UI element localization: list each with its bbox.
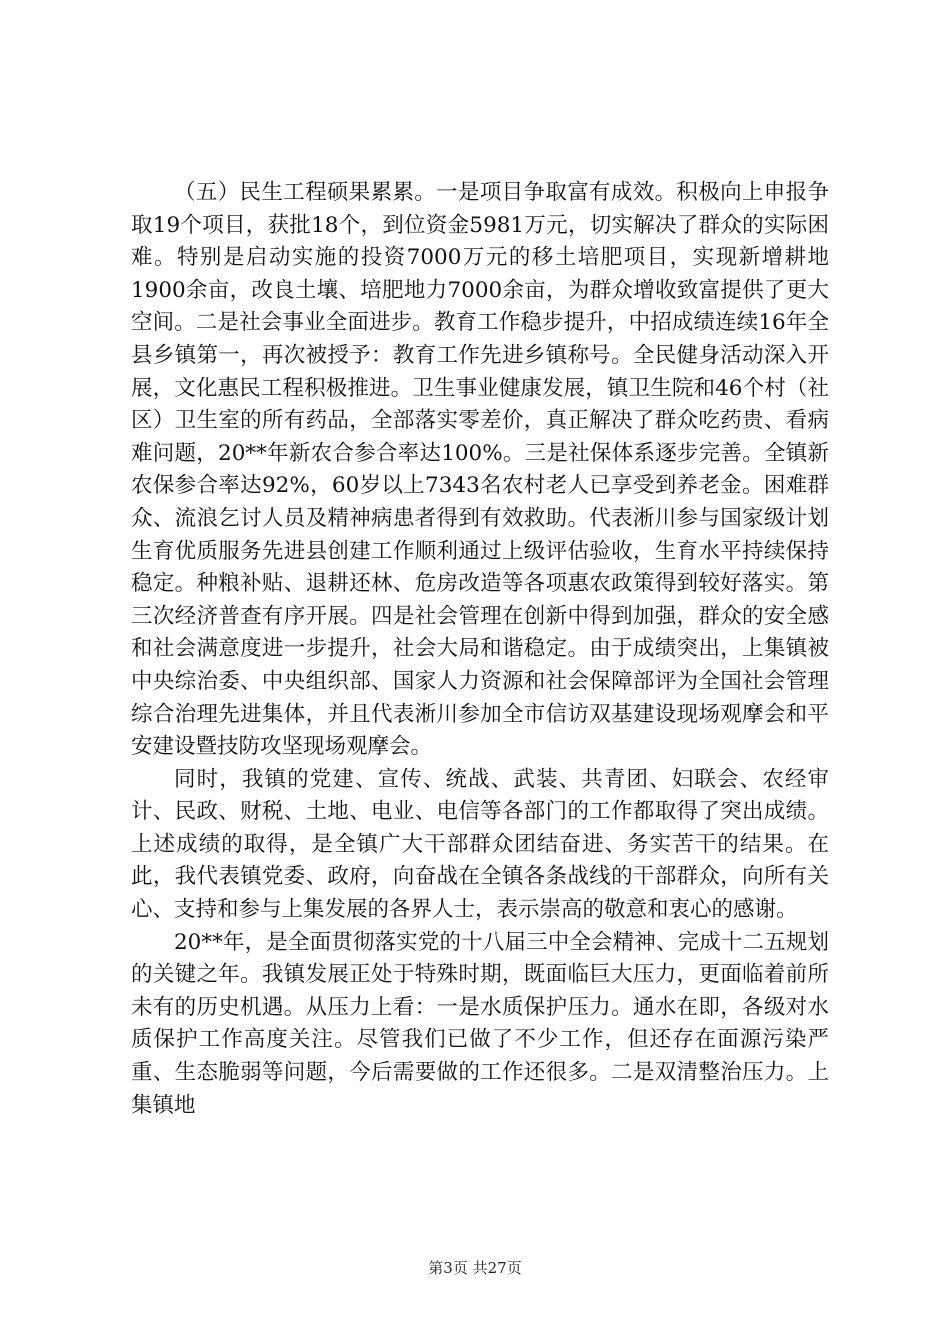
paragraph-outlook: 20**年，是全面贯彻落实党的十八届三中全会精神、完成十二五规划的关键之年。我镇发展正处于特殊时期，既面临巨大压力，更面临着前所未有的历史机遇。从压力上看：一是水质保护压力。通水在即，各级对水质保护工作高度关注。尽管我们已做了不少工作，但还存在面源污染严重、生态脆弱等问题，今后需要做的工作还很多。二是双清整治压力。上集镇地 <box>131 929 829 1118</box>
page-footer: 第3页 共27页 <box>428 1259 522 1277</box>
body-text <box>131 177 829 1122</box>
paragraph-livelihood: （五）民生工程硕果累累。一是项目争取富有成效。积极向上申报争取19个项目，获批18个，到位资金5981万元，切实解决了群众的实际困难。特别是启动实施的投资7000万元的移土培肥项目，实现新增耕地1900余亩，改良土壤、培肥地力7000余亩，为群众增收致富提供了更大空间。二是社会事业全面进步。教育工作稳步提升，中招成绩连续16年全县乡镇第一，再次被授予：教育工作先进乡镇称号。全民健身活动深入开展，文化惠民工程积极推进。卫生事业健康发展，镇卫生院和46个村（社区）卫生室的所有药品，全部落实零差价，真正解决了群众吃药贵、看病难问题，20**年新农合参合率达100%。三是社保体系逐步完善。全镇新农保参合率达92%，60岁以上7343名农村老人已享受到养老金。困难群众、流浪乞讨人员及精神病患者得到有效救助。代表淅川参与国家级计划生育优质服务先进县创建工作顺利通过上级评估验收，生育水平持续保持稳定。种粮补贴、退耕还林、危房改造等各项惠农政策得到较好落实。第三次经济普查有序开展。四是社会管理在创新中得到加强，群众的安全感和社会满意度进一步提升，社会大局和谐稳定。由于成绩突出，上集镇被中央综治委、中央组织部、国家人力资源和社会保障部评为全国社会管理综合治理先进集体，并且代表淅川参加全市信访双基建设现场观摩会和平安建设暨技防攻坚现场观摩会。 <box>131 180 829 760</box>
paragraph-departments: 同时，我镇的党建、宣传、统战、武装、共青团、妇联会、农经审计、民政、财税、土地、电业、电信等各部门的工作都取得了突出成绩。上述成绩的取得，是全镇广大干部群众团结奋进、务实苦干的结果。在此，我代表镇党委、政府，向奋战在全镇各条战线的干部群众，向所有关心、支持和参与上集发展的各界人士，表示崇高的敬意和衷心的感谢。 <box>131 766 829 923</box>
